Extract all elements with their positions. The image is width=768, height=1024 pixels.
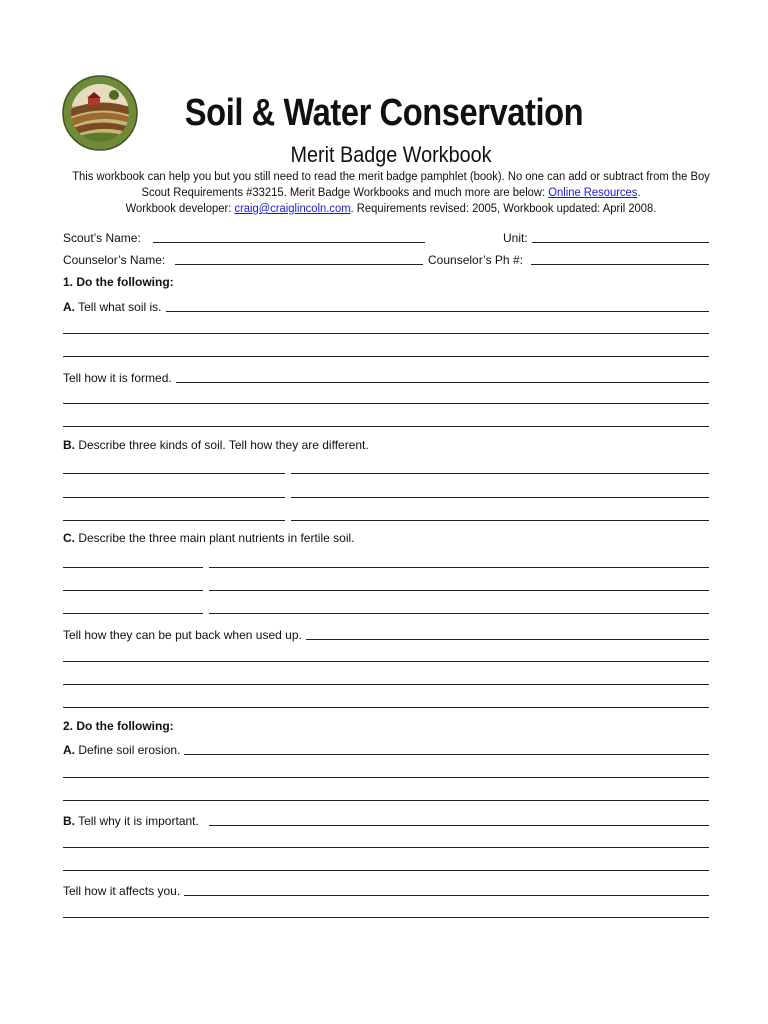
answer-line[interactable] (63, 661, 709, 662)
req2-affects-answer-line[interactable] (63, 882, 709, 898)
answer-line[interactable] (63, 684, 709, 685)
req2b-answer-line[interactable] (63, 812, 709, 828)
intro-line-3-text: Workbook developer: (125, 201, 235, 215)
intro-line-1: This workbook can help you but you still need to read the merit badge pamphlet (book). No one can add or subtract from the Boy (72, 169, 710, 183)
counselor-name-field[interactable] (63, 251, 423, 267)
req2b-letter: B. (63, 814, 75, 828)
answer-line[interactable] (63, 707, 709, 708)
page-title: Soil & Water Conservation (184, 92, 584, 134)
req1-put-back-answer-line[interactable] (63, 626, 709, 642)
req1-heading: 1. Do the following: (63, 275, 174, 289)
answer-line[interactable] (63, 917, 709, 918)
nutrient-description-line[interactable] (209, 590, 709, 591)
nutrient-description-line[interactable] (209, 613, 709, 614)
req2a-answer-line[interactable] (63, 741, 709, 757)
soil-kind-line[interactable] (63, 473, 285, 474)
req1-formed-prompt: Tell how it is formed. (63, 371, 172, 385)
req1b-letter: B. (63, 438, 75, 452)
req2-heading: 2. Do the following: (63, 719, 174, 733)
req2a-prompt (63, 743, 184, 757)
unit-label: Unit: (503, 231, 528, 245)
req1c-text: Describe the three main plant nutrients in fertile soil. (78, 531, 355, 545)
answer-line[interactable] (63, 847, 709, 848)
nutrient-line[interactable] (63, 590, 203, 591)
req2-affects-prompt: Tell how it affects you. (63, 884, 181, 898)
intro-line-2-text: Scout Requirements #33215. Merit Badge Workbooks and much more are below: (141, 185, 549, 199)
intro-line-2 (68, 184, 714, 200)
req1a-text: Tell what soil is. (78, 300, 162, 314)
req1a-prompt (63, 300, 166, 314)
soil-kind-line[interactable] (63, 497, 285, 498)
unit-field[interactable] (503, 229, 709, 245)
req1c-prompt (63, 531, 354, 545)
counselor-phone-field[interactable] (428, 251, 709, 267)
intro-line-3 (68, 200, 714, 216)
req1a-letter: A. (63, 300, 75, 314)
req1c-letter: C. (63, 531, 75, 545)
nutrient-description-line[interactable] (209, 567, 709, 568)
req1-formed-answer-line[interactable] (63, 369, 709, 385)
req2a-letter: A. (63, 743, 75, 757)
soil-difference-line[interactable] (291, 520, 709, 521)
req1b-text: Describe three kinds of soil. Tell how they are different. (78, 438, 369, 452)
soil-difference-line[interactable] (291, 497, 709, 498)
answer-line[interactable] (63, 426, 709, 427)
intro-line-2-end: . (637, 185, 641, 199)
req2b-text: Tell why it is important. (78, 814, 199, 828)
intro-line-3-end: . Requirements revised: 2005, Workbook updated: April 2008. (350, 201, 657, 215)
scout-name-field[interactable] (63, 229, 425, 245)
intro-paragraph (68, 168, 714, 216)
counselor-name-label: Counselor’s Name: (63, 253, 166, 267)
page-subtitle: Merit Badge Workbook (290, 142, 492, 167)
developer-email-link[interactable]: craig@craiglincoln.com (234, 201, 351, 215)
answer-line[interactable] (63, 403, 709, 404)
nutrient-line[interactable] (63, 567, 203, 568)
answer-line[interactable] (63, 356, 709, 357)
scout-name-label: Scout’s Name: (63, 231, 141, 245)
req2b-prompt (63, 814, 209, 828)
answer-line[interactable] (63, 800, 709, 801)
req1-put-back-prompt: Tell how they can be put back when used up. (63, 628, 302, 642)
req1a-answer-line[interactable] (63, 298, 709, 314)
req2a-text: Define soil erosion. (78, 743, 181, 757)
nutrient-line[interactable] (63, 613, 203, 614)
counselor-phone-label: Counselor’s Ph #: (428, 253, 523, 267)
answer-line[interactable] (63, 777, 709, 778)
req1b-prompt (63, 438, 369, 452)
answer-line[interactable] (63, 870, 709, 871)
online-resources-link[interactable]: Online Resources (548, 185, 638, 199)
soil-difference-line[interactable] (291, 473, 709, 474)
answer-line[interactable] (63, 333, 709, 334)
soil-kind-line[interactable] (63, 520, 285, 521)
